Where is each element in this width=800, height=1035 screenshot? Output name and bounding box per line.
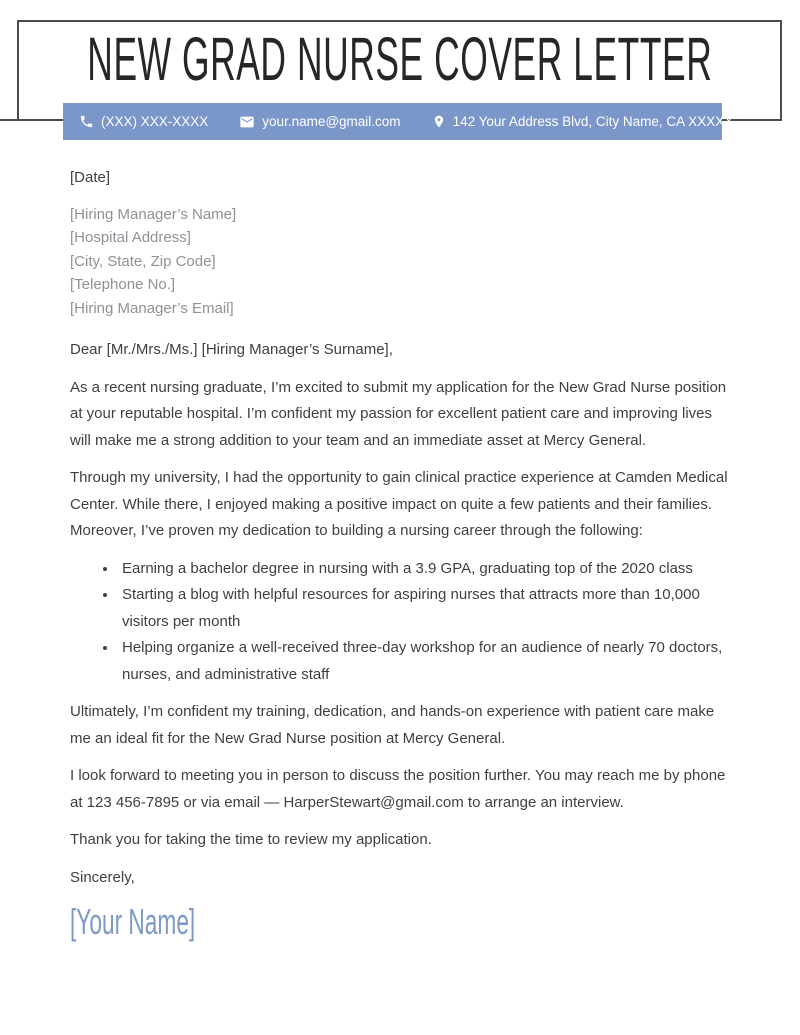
recipient-line: [City, State, Zip Code] — [70, 252, 216, 270]
location-pin-icon — [432, 114, 446, 129]
contact-address-text: 142 Your Address Blvd, City Name, CA XXXXX — [452, 114, 734, 129]
letter-body — [0, 140, 800, 942]
signoff: Sincerely, — [70, 868, 135, 886]
page-title: NEW GRAD NURSE COVER LETTER — [86, 25, 713, 93]
recipient-line: [Hiring Manager’s Email] — [70, 299, 234, 317]
recipient-block — [70, 203, 730, 321]
contact-bar — [63, 103, 734, 140]
contact-phone — [79, 114, 208, 129]
recipient-line: [Hiring Manager’s Name] — [70, 205, 237, 223]
list-item: • Earning a bachelor degree in nursing with a 3.9 GPA, graduating top of the 2020 class — [118, 556, 730, 583]
date-placeholder: [Date] — [70, 169, 111, 186]
contact-email — [239, 114, 400, 130]
paragraph-thanks: Thank you for taking the time to review my application. — [70, 831, 432, 848]
contact-phone-text: (XXX) XXX-XXXX — [101, 114, 209, 129]
phone-icon — [79, 114, 94, 129]
paragraph-fit: Ultimately, I’m confident my training, dedication, and hands-on experience with patient care make me an ideal fit for the New Grad Nurse position at Mercy General. — [70, 703, 715, 747]
decorative-line — [0, 119, 70, 121]
paragraph-intro: As a recent nursing graduate, I’m excited to submit my application for the New Grad Nurse position at your reputable hospital. I’m confident my passion for excellent patient care and improving lives will make me a strong addition to your team and an immediate asset at Mercy General. — [70, 378, 727, 449]
recipient-line: [Telephone No.] — [70, 276, 176, 293]
contact-email-text: your.name@gmail.com — [262, 114, 401, 129]
signature-placeholder: [Your Name] — [70, 901, 196, 942]
accomplishments-list — [70, 556, 730, 689]
salutation: Dear [Mr./Mrs./Ms.] [Hiring Manager’s Surname], — [70, 341, 393, 358]
letterhead — [0, 0, 800, 140]
envelope-icon — [239, 114, 255, 130]
paragraph-contact: I look forward to meeting you in person to discuss the position further. You may reach me by phone at 123 456-7895 or via email — HarperStewart@gmail.com to arrange an interview. — [70, 767, 726, 811]
paragraph-experience: Through my university, I had the opportunity to gain clinical practice experience at Camden Medical Center. While there, I enjoyed making a positive impact on quite a few patients and their families. Moreover, I’ve proven my dedication to building a nursing career through the following: — [70, 469, 728, 539]
contact-address — [432, 114, 734, 129]
list-item: • Helping organize a well-received three-day workshop for an audience of nearly 70 doctors, nurses, and administrative staff — [118, 635, 730, 688]
list-item: • Starting a blog with helpful resources for aspiring nurses that attracts more than 10,000 visitors per month — [118, 582, 730, 635]
recipient-line: [Hospital Address] — [70, 229, 191, 246]
